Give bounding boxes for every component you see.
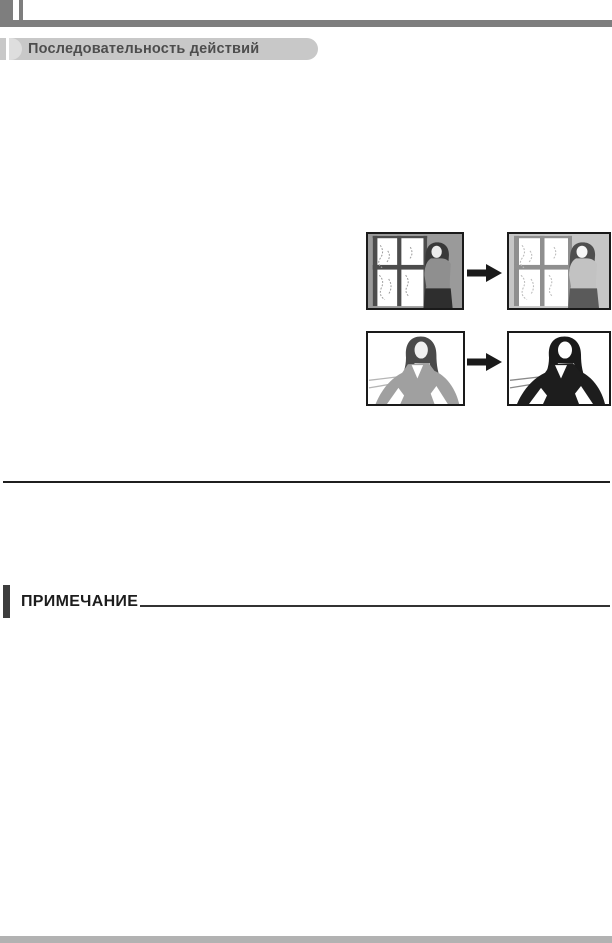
note-marker-bar: [3, 585, 10, 618]
page-corner-block: [0, 0, 13, 20]
illustration-portrait-before: [366, 331, 465, 406]
woman-face: [431, 246, 441, 258]
illustration-window-before: [366, 232, 464, 310]
woman-face: [577, 246, 588, 258]
note-rule: [140, 605, 610, 607]
arrow-right-icon: [467, 353, 502, 371]
portrait-scene-before-drawing: [368, 333, 463, 404]
portrait-scene-after-drawing: [509, 333, 609, 404]
note-label: ПРИМЕЧАНИЕ: [21, 593, 139, 610]
woman-skirt: [423, 288, 452, 308]
section-badge-label: Последовательность действий: [28, 41, 260, 57]
illustration-portrait-after: [507, 331, 611, 406]
window-scene-before-drawing: [368, 234, 462, 308]
woman-skirt: [568, 288, 599, 308]
page-top-rule: [0, 20, 612, 27]
footer-bar: [0, 936, 612, 943]
window-scene-after-drawing: [509, 234, 609, 308]
page-corner-tick: [19, 0, 23, 21]
arrow-right-icon: [467, 264, 502, 282]
content-divider: [3, 481, 610, 483]
illustration-window-after: [507, 232, 611, 310]
woman-sweater: [424, 258, 450, 290]
woman-face: [558, 342, 572, 359]
woman-face: [415, 342, 428, 359]
woman-sweater: [569, 258, 597, 290]
section-badge-left-bar: [0, 38, 6, 60]
